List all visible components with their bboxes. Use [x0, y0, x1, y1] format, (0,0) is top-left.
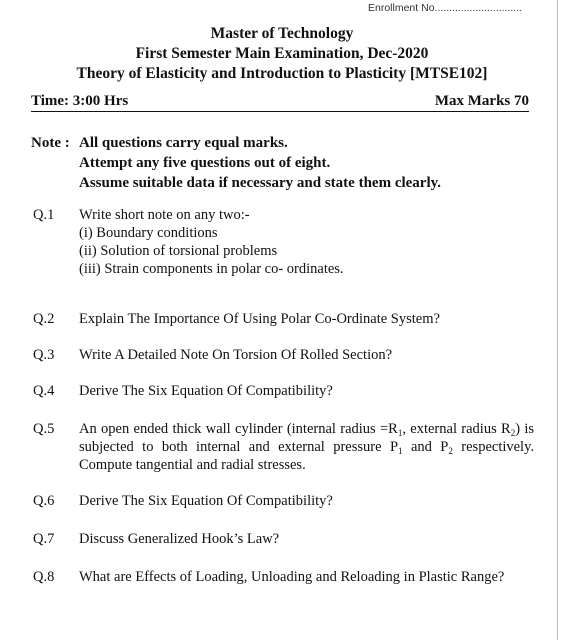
subscript: 2 — [510, 428, 516, 438]
question-text — [79, 206, 534, 278]
subject-title: Theory of Elasticity and Introduction to Plasticity [MTSE102] — [76, 65, 488, 82]
question-text: Derive The Six Equation Of Compatibility? — [79, 493, 333, 509]
question-number: Q.5 — [33, 421, 55, 437]
time-marks-bar — [31, 93, 529, 112]
question-number: Q.6 — [33, 493, 55, 509]
time-allowed: Time: 3:00 Hrs — [31, 93, 129, 109]
question-number: Q.1 — [33, 207, 55, 223]
subscript: 1 — [397, 428, 403, 438]
subscript: 1 — [398, 446, 403, 456]
question-line: (i) Boundary conditions — [79, 225, 218, 241]
question-text: Derive The Six Equation Of Compatibility? — [79, 383, 333, 399]
question-text: Write A Detailed Note On Torsion Of Rolled Section? — [79, 347, 393, 363]
note-line: Attempt any five questions out of eight. — [79, 155, 331, 171]
question-number: Q.4 — [33, 383, 55, 399]
page-edge-divider — [557, 0, 558, 640]
subscript: 2 — [448, 446, 453, 456]
question-text: Discuss Generalized Hook’s Law? — [79, 531, 280, 547]
question-line: Write short note on any two:- — [79, 207, 250, 223]
note-line: All questions carry equal marks. — [79, 135, 288, 151]
question-text: What are Effects of Loading, Unloading and Reloading in Plastic Range? — [79, 569, 505, 585]
note-label: Note : — [31, 135, 70, 151]
question-line: (ii) Solution of torsional problems — [79, 243, 278, 259]
question-text: Explain The Importance Of Using Polar Co-Ordinate System? — [79, 311, 440, 327]
question-number: Q.8 — [33, 569, 55, 585]
max-marks: Max Marks 70 — [434, 93, 529, 109]
question-line: (iii) Strain components in polar co- ordinates. — [79, 261, 344, 277]
question-number: Q.3 — [33, 347, 55, 363]
question-number: Q.2 — [33, 311, 55, 327]
note-line: Assume suitable data if necessary and state them clearly. — [79, 175, 442, 191]
note-lines — [79, 133, 441, 193]
enrollment-number-field: Enrollment No.............................. — [368, 2, 523, 14]
question-text: An open ended thick wall cylinder (internal radius $=R_1$, external radius $R_2$) is subjected to both internal and external pressure $P_1$ and $P_2$ respectively. Compute tangential and radial stresses. — [79, 421, 535, 473]
question-number: Q.7 — [33, 531, 55, 547]
exam-title: First Semester Main Examination, Dec-2020 — [135, 45, 429, 62]
degree-title: Master of Technology — [210, 25, 354, 42]
